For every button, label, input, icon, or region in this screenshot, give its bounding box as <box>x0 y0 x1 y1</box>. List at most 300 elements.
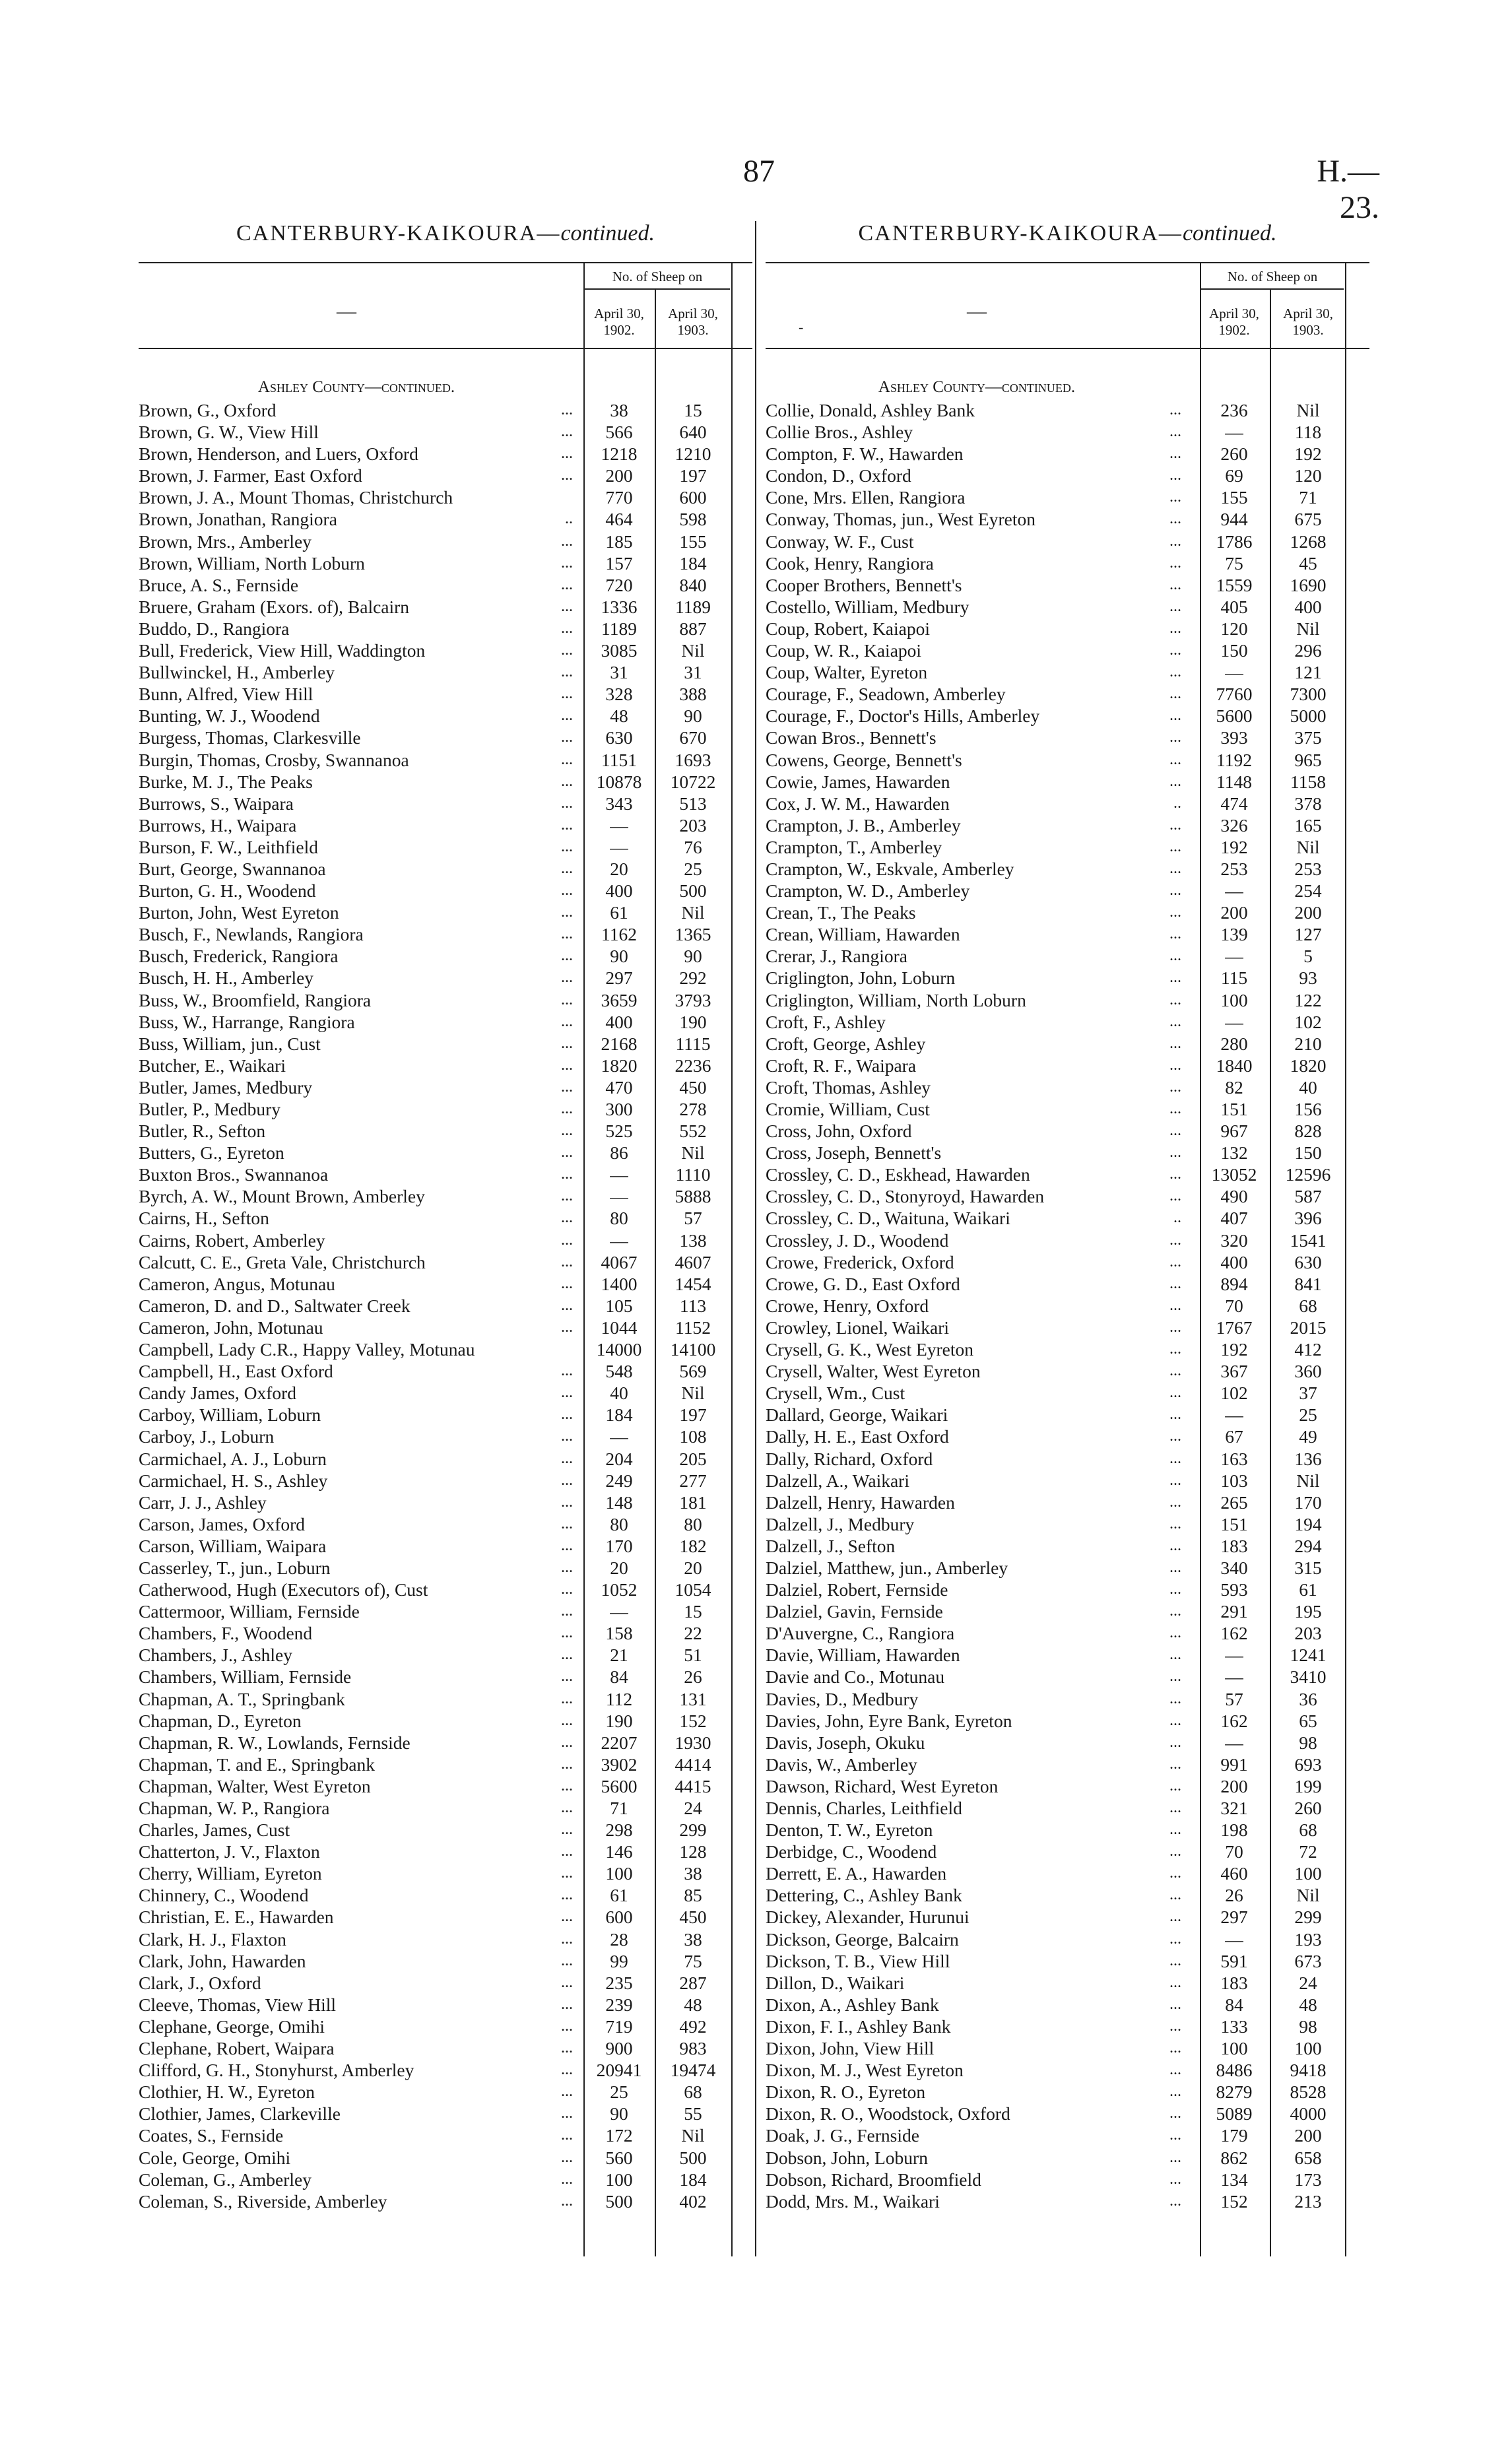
leader-dots: ... <box>1169 1406 1181 1424</box>
sheep-1902: 343 <box>605 793 633 814</box>
owner-name: Chambers, F., Woodend <box>139 1623 313 1644</box>
sheep-1903: 4000 <box>1290 2103 1327 2124</box>
owner-name: Buxton Bros., Swannanoa <box>139 1164 329 1185</box>
sheep-1903: 85 <box>684 1885 702 1906</box>
owner-name: Davies, John, Eyre Bank, Eyreton <box>766 1710 1012 1731</box>
leader-dots: ... <box>561 1581 573 1598</box>
table-row <box>766 1470 1369 1492</box>
owner-name: Brown, Henderson, and Luers, Oxford <box>139 443 418 465</box>
owner-name: Chambers, William, Fernside <box>139 1666 352 1688</box>
sheep-1903: 36 <box>1299 1688 1317 1709</box>
owner-name: Cook, Henry, Rangiora <box>766 552 934 574</box>
sheep-1902: 340 <box>1220 1557 1248 1578</box>
leader-dots: ... <box>1169 1493 1181 1511</box>
sheep-1903: 38 <box>684 1928 702 1950</box>
leader-dots: ... <box>1169 1536 1181 1554</box>
leader-dots: ... <box>1169 1100 1181 1117</box>
table-row <box>139 836 752 858</box>
sheep-1902: 157 <box>605 552 633 574</box>
table-row <box>139 2081 752 2103</box>
sheep-1903: 68 <box>1299 1295 1317 1316</box>
header-1903: April 30, 1903. <box>1283 306 1333 338</box>
sheep-1902: — <box>1225 1732 1243 1753</box>
sheep-1902: 204 <box>605 1448 633 1469</box>
leader-dots: ... <box>561 2126 573 2144</box>
table-row <box>766 1295 1369 1317</box>
table-row <box>139 1600 752 1622</box>
table-row <box>139 902 752 923</box>
owner-name: Crampton, J. B., Amberley <box>766 814 961 836</box>
table-row <box>766 2016 1369 2037</box>
table-row <box>766 574 1369 596</box>
owner-name: Clifford, G. H., Stonyhurst, Amberley <box>139 2060 414 2081</box>
sheep-1902: 69 <box>1225 465 1243 486</box>
sheep-1903: 396 <box>1294 1208 1322 1229</box>
table-row <box>139 1535 752 1557</box>
sheep-1902: 103 <box>1220 1470 1248 1491</box>
owner-name: Clothier, H. W., Eyreton <box>139 2082 315 2103</box>
sheep-1902: 321 <box>1220 1798 1248 1818</box>
table-row <box>139 967 752 989</box>
owner-name: Derrett, E. A., Hawarden <box>766 1863 947 1884</box>
owner-name: Clephane, Robert, Waipara <box>139 2038 335 2059</box>
header-1903: April 30, 1903. <box>668 306 718 338</box>
sheep-1902: 67 <box>1225 1426 1243 1447</box>
owner-name: Cone, Mrs. Ellen, Rangiora <box>766 487 966 508</box>
sheep-1903: 630 <box>1294 1251 1322 1272</box>
sheep-1903: 402 <box>679 2190 707 2212</box>
owner-name: Croft, F., Ashley <box>766 1011 886 1032</box>
sheep-1903: 1241 <box>1290 1645 1327 1666</box>
sheep-1903: 260 <box>1294 1798 1322 1818</box>
sheep-1903: 640 <box>679 422 707 443</box>
leader-dots: ... <box>561 1908 573 1926</box>
sheep-1902: 460 <box>1220 1863 1248 1884</box>
right-rows <box>766 399 1369 2212</box>
owner-name: Cairns, H., Sefton <box>139 1208 269 1229</box>
leader-dots: ... <box>561 1471 573 1489</box>
table-row <box>139 2147 752 2169</box>
sheep-1902: 249 <box>605 1470 633 1491</box>
sheep-1903: 138 <box>679 1230 707 1251</box>
leader-dots: ... <box>561 1558 573 1576</box>
leader-dots: ... <box>561 1886 573 1904</box>
leader-dots: ... <box>561 641 573 659</box>
owner-name: Cameron, Angus, Motunau <box>139 1273 335 1294</box>
sheep-1902: 48 <box>610 706 628 727</box>
owner-name: Dickson, George, Balcairn <box>766 1928 959 1950</box>
leader-dots: ... <box>1169 1558 1181 1576</box>
sheep-1903: Nil <box>681 640 705 661</box>
owner-name: Bunting, W. J., Woodend <box>139 706 320 727</box>
sheep-1902: 185 <box>605 531 633 552</box>
table-row <box>139 1928 752 1950</box>
owner-name: Burrows, H., Waipara <box>139 814 297 836</box>
sheep-1903: 197 <box>679 465 707 486</box>
sheep-1902: 593 <box>1220 1579 1248 1600</box>
table-row <box>766 2037 1369 2059</box>
leader-dots: ... <box>561 903 573 921</box>
table-row <box>766 465 1369 486</box>
sheep-1903: 299 <box>679 1820 707 1841</box>
owner-name: Casserley, T., jun., Loburn <box>139 1557 331 1578</box>
table-row <box>139 1841 752 1862</box>
sheep-1903: 173 <box>1294 2169 1322 2190</box>
header-dash: — <box>967 300 987 322</box>
leader-dots: ... <box>561 925 573 943</box>
sheep-1902: — <box>610 814 628 836</box>
leader-dots: ... <box>561 1821 573 1839</box>
sheep-1903: 100 <box>1294 2038 1322 2059</box>
sheep-1902: 600 <box>605 1907 633 1928</box>
leader-dots: ... <box>1169 2192 1181 2210</box>
sheep-1902: 26 <box>1225 1885 1243 1906</box>
table-row <box>766 421 1369 443</box>
table-row <box>139 1513 752 1535</box>
sheep-1903: 25 <box>1299 1404 1317 1426</box>
sheep-1903: 292 <box>679 968 707 989</box>
sheep-1903: 14100 <box>670 1339 716 1360</box>
sheep-1902: 2168 <box>601 1033 638 1054</box>
leader-dots: ... <box>561 2083 573 2101</box>
sheep-1903: 51 <box>684 1645 702 1666</box>
leader-dots: ... <box>1169 1034 1181 1052</box>
owner-name: Dixon, R. O., Eyreton <box>766 2082 926 2103</box>
sheep-1903: Nil <box>1296 1885 1320 1906</box>
sheep-1902: 400 <box>605 880 633 902</box>
owner-name: Cooper Brothers, Bennett's <box>766 574 962 595</box>
table-row <box>139 508 752 530</box>
sheep-1903: 378 <box>1294 793 1322 814</box>
sheep-1902: — <box>1225 1645 1243 1666</box>
leader-dots: ... <box>561 685 573 703</box>
sheep-1902: 367 <box>1220 1361 1248 1382</box>
leader-dots: ... <box>1169 837 1181 855</box>
sheep-1903: 569 <box>679 1361 707 1382</box>
table-row <box>766 1754 1369 1775</box>
owner-name: Burt, George, Swannanoa <box>139 858 326 879</box>
sheep-1903: 25 <box>684 858 702 879</box>
leader-dots: ... <box>561 1274 573 1292</box>
sheep-1902: 5089 <box>1216 2103 1253 2124</box>
leader-dots: ... <box>561 575 573 593</box>
table-row <box>766 814 1369 836</box>
sheep-1903: 38 <box>684 1863 702 1884</box>
sheep-1902: 84 <box>610 1666 628 1688</box>
left-rows <box>139 399 752 2212</box>
sheep-1902: 80 <box>610 1208 628 1229</box>
sheep-1903: 1158 <box>1290 771 1326 792</box>
sheep-1902: 1820 <box>601 1055 638 1076</box>
sheep-1903: 57 <box>684 1208 702 1229</box>
owner-name: Dalzell, Henry, Hawarden <box>766 1492 955 1513</box>
leader-dots: ... <box>561 1231 573 1249</box>
sheep-1902: 405 <box>1220 596 1248 617</box>
leader-dots: ... <box>1169 1449 1181 1467</box>
owner-name: Crysell, Walter, West Eyreton <box>766 1361 981 1382</box>
sheep-1902: 265 <box>1220 1492 1248 1513</box>
sheep-1902: 236 <box>1220 400 1248 420</box>
sheep-1902: 132 <box>1220 1142 1248 1164</box>
leader-dots: ... <box>561 1362 573 1380</box>
owner-name: Dobson, Richard, Broomfield <box>766 2169 981 2190</box>
sheep-1903: 193 <box>1294 1928 1322 1950</box>
leader-dots: ... <box>561 1449 573 1467</box>
table-row <box>766 1185 1369 1207</box>
leader-dots: ... <box>561 1690 573 1707</box>
sheep-1902: 148 <box>605 1492 633 1513</box>
owner-name: Brown, Jonathan, Rangiora <box>139 509 337 530</box>
leader-dots: ... <box>561 1384 573 1402</box>
sheep-1902: 13052 <box>1211 1164 1257 1185</box>
table-row <box>766 399 1369 421</box>
sheep-1903: 136 <box>1294 1448 1322 1469</box>
sheep-1903: 93 <box>1299 968 1317 989</box>
sheep-1903: 213 <box>1294 2190 1322 2212</box>
leader-dots: ... <box>1169 2170 1181 2188</box>
table-row <box>139 1644 752 1666</box>
sheep-1902: 1336 <box>601 596 638 617</box>
sheep-1902: 25 <box>610 2082 628 2103</box>
owner-name: Croft, George, Ashley <box>766 1033 926 1054</box>
sheep-1903: 500 <box>679 880 707 902</box>
owner-name: Chambers, J., Ashley <box>139 1645 292 1666</box>
sheep-1903: 294 <box>1294 1535 1322 1556</box>
leader-dots: ... <box>561 1187 573 1205</box>
sheep-1902: 1044 <box>601 1317 638 1338</box>
leader-dots: ... <box>1169 467 1181 484</box>
table-row <box>139 1360 752 1382</box>
leader-dots: ... <box>1169 510 1181 528</box>
table-row <box>139 1273 752 1295</box>
sheep-1903: 5000 <box>1290 706 1327 727</box>
table-row <box>766 508 1369 530</box>
leader-dots: ... <box>561 1668 573 1686</box>
sheep-1903: 587 <box>1294 1186 1322 1207</box>
table-row <box>766 1076 1369 1098</box>
leader-dots: ... <box>561 1515 573 1532</box>
table-row <box>139 923 752 945</box>
table-row <box>139 858 752 880</box>
sheep-1902: 253 <box>1220 858 1248 879</box>
table-row <box>766 727 1369 748</box>
owner-name: Carboy, J., Loburn <box>139 1426 275 1447</box>
table-row <box>139 1098 752 1120</box>
sheep-1902: 320 <box>1220 1230 1248 1251</box>
sheep-1902: 474 <box>1220 793 1248 814</box>
owner-name: Clephane, George, Omihi <box>139 2016 325 2037</box>
sheep-1902: 100 <box>605 2169 633 2190</box>
table-row <box>766 1404 1369 1426</box>
owner-name: Davies, D., Medbury <box>766 1688 919 1709</box>
sheep-1902: — <box>1225 1928 1243 1950</box>
leader-dots: ... <box>1169 2039 1181 2057</box>
leader-dots: ... <box>1169 1340 1181 1358</box>
table-row <box>139 1295 752 1317</box>
owner-name: Crowe, Henry, Oxford <box>766 1295 929 1316</box>
table-row <box>139 1884 752 1906</box>
leader-dots: ... <box>1169 1318 1181 1336</box>
leader-dots: ... <box>1169 554 1181 572</box>
sheep-1903: 48 <box>1299 1994 1317 2015</box>
sheep-1903: 61 <box>1299 1579 1317 1600</box>
owner-name: Brown, G. W., View Hill <box>139 422 319 443</box>
sheep-1903: 98 <box>1299 2016 1317 2037</box>
table-row <box>139 399 752 421</box>
header-small-dash: - <box>799 319 804 335</box>
owner-name: Dalzell, J., Sefton <box>766 1535 896 1556</box>
owner-name: Busch, F., Newlands, Rangiora <box>139 924 364 945</box>
sheep-1902: 61 <box>610 902 628 923</box>
owner-name: Butler, James, Medbury <box>139 1076 313 1098</box>
table-row <box>766 1775 1369 1797</box>
sheep-1903: 184 <box>679 552 707 574</box>
sheep-1903: 65 <box>1299 1710 1317 1731</box>
sheep-1903: 1054 <box>674 1579 711 1600</box>
leader-dots: ... <box>561 1056 573 1074</box>
owner-name: Burson, F. W., Leithfield <box>139 836 319 857</box>
sheep-1902: 162 <box>1220 1623 1248 1644</box>
header-sheep-count: No. of Sheep on <box>612 269 703 284</box>
owner-name: Carson, William, Waipara <box>139 1535 327 1556</box>
right-column-title: CANTERBURY-KAIKOURA—continued. <box>858 221 1277 246</box>
leader-dots: ... <box>1169 575 1181 593</box>
sheep-1902: — <box>610 1164 628 1185</box>
owner-name: Butler, R., Sefton <box>139 1121 266 1142</box>
sheep-1902: 3659 <box>601 989 638 1010</box>
owner-name: Burke, M. J., The Peaks <box>139 771 313 792</box>
sheep-1903: 315 <box>1294 1557 1322 1578</box>
table-row <box>139 1404 752 1426</box>
header-1902: April 30, 1902. <box>1209 306 1259 338</box>
sheep-1903: 673 <box>1294 1950 1322 1971</box>
owner-name: Dalzell, A., Waikari <box>766 1470 909 1491</box>
leader-dots: ... <box>1169 663 1181 681</box>
sheep-1903: 388 <box>679 684 707 705</box>
table-row <box>766 923 1369 945</box>
leader-dots: ... <box>1169 2061 1181 2079</box>
sheep-1902: 179 <box>1220 2125 1248 2146</box>
owner-name: Crowe, G. D., East Oxford <box>766 1273 960 1294</box>
sheep-1902: 20 <box>610 1557 628 1578</box>
leader-dots: ... <box>561 1602 573 1620</box>
table-row <box>766 1033 1369 1055</box>
sheep-1902: 770 <box>605 487 633 508</box>
sheep-1902: 183 <box>1220 1972 1248 1993</box>
sheep-1903: 1268 <box>1290 531 1327 552</box>
leader-dots: ... <box>1169 445 1181 463</box>
owner-name: Byrch, A. W., Mount Brown, Amberley <box>139 1186 425 1207</box>
owner-name: Criglington, William, North Loburn <box>766 989 1026 1010</box>
leader-dots: .. <box>1173 794 1181 812</box>
sheep-1903: 200 <box>1294 2125 1322 2146</box>
sheep-1903: 965 <box>1294 749 1322 770</box>
sheep-1903: 203 <box>1294 1623 1322 1644</box>
sheep-1902: 326 <box>1220 814 1248 836</box>
owner-name: Brown, Mrs., Amberley <box>139 531 312 552</box>
leader-dots: ... <box>1169 1646 1181 1664</box>
table-row <box>766 1666 1369 1688</box>
sheep-1902: — <box>1225 1011 1243 1032</box>
leader-dots: ... <box>561 1536 573 1554</box>
table-row <box>766 618 1369 640</box>
table-row <box>766 1884 1369 1906</box>
leader-dots: ... <box>1169 2148 1181 2166</box>
table-row <box>139 486 752 508</box>
table-row <box>766 2147 1369 2169</box>
table-row <box>139 1120 752 1142</box>
leader-dots: ... <box>1169 772 1181 790</box>
sheep-1902: 525 <box>605 1121 633 1142</box>
sheep-1903: 128 <box>679 1841 707 1862</box>
owner-name: Cattermoor, William, Fernside <box>139 1601 360 1622</box>
table-row <box>139 1819 752 1841</box>
sheep-1902: 1840 <box>1216 1055 1253 1076</box>
table-row <box>139 1994 752 2016</box>
owner-name: Campbell, Lady C.R., Happy Valley, Motunau <box>139 1339 475 1360</box>
sheep-1902: 235 <box>605 1972 633 1993</box>
table-row <box>139 465 752 486</box>
sheep-1902: 20 <box>610 858 628 879</box>
sheep-1903: 170 <box>1294 1492 1322 1513</box>
table-row <box>139 814 752 836</box>
table-row <box>139 1426 752 1447</box>
leader-dots: ... <box>561 1864 573 1882</box>
sheep-1902: 40 <box>610 1383 628 1404</box>
sheep-1902: 8279 <box>1216 2082 1253 2103</box>
table-row <box>139 2016 752 2037</box>
leader-dots: ... <box>561 1493 573 1511</box>
owner-name: Dobson, John, Loburn <box>766 2147 928 2168</box>
sheep-1902: 900 <box>605 2038 633 2059</box>
owner-name: Dalziel, Robert, Fernside <box>766 1579 948 1600</box>
sheep-1902: 1192 <box>1216 749 1252 770</box>
sheep-1902: 291 <box>1220 1601 1248 1622</box>
leader-dots: ... <box>1169 1995 1181 2013</box>
table-row <box>139 2169 752 2190</box>
sheep-1903: 190 <box>679 1011 707 1032</box>
table-row <box>766 1207 1369 1229</box>
sheep-1903: 26 <box>684 1666 702 1688</box>
table-row <box>766 2190 1369 2212</box>
leader-dots: ... <box>561 1078 573 1096</box>
sheep-1902: 152 <box>1220 2190 1248 2212</box>
sheep-1902: 1052 <box>601 1579 638 1600</box>
owner-name: Dettering, C., Ashley Bank <box>766 1885 962 1906</box>
table-row <box>766 967 1369 989</box>
table-row <box>766 836 1369 858</box>
table-row <box>766 2103 1369 2124</box>
leader-dots: ... <box>1169 1690 1181 1707</box>
owner-name: Dalziel, Gavin, Fernside <box>766 1601 943 1622</box>
leader-dots: ... <box>1169 1581 1181 1598</box>
owner-name: Croft, Thomas, Ashley <box>766 1076 931 1098</box>
leader-dots: ... <box>561 1646 573 1664</box>
sheep-1902: 298 <box>605 1820 633 1841</box>
owner-name: Dally, H. E., East Oxford <box>766 1426 949 1447</box>
owner-name: Crean, T., The Peaks <box>766 902 916 923</box>
owner-name: Buss, W., Harrange, Rangiora <box>139 1011 355 1032</box>
sheep-1902: — <box>610 1426 628 1447</box>
owner-name: Butler, P., Medbury <box>139 1099 281 1119</box>
table-row <box>766 945 1369 967</box>
leader-dots: ... <box>1169 1930 1181 1948</box>
table-row <box>766 531 1369 552</box>
table-row <box>766 1579 1369 1600</box>
leader-dots: ... <box>1169 619 1181 637</box>
table-row <box>766 640 1369 661</box>
sheep-1902: 28 <box>610 1928 628 1950</box>
